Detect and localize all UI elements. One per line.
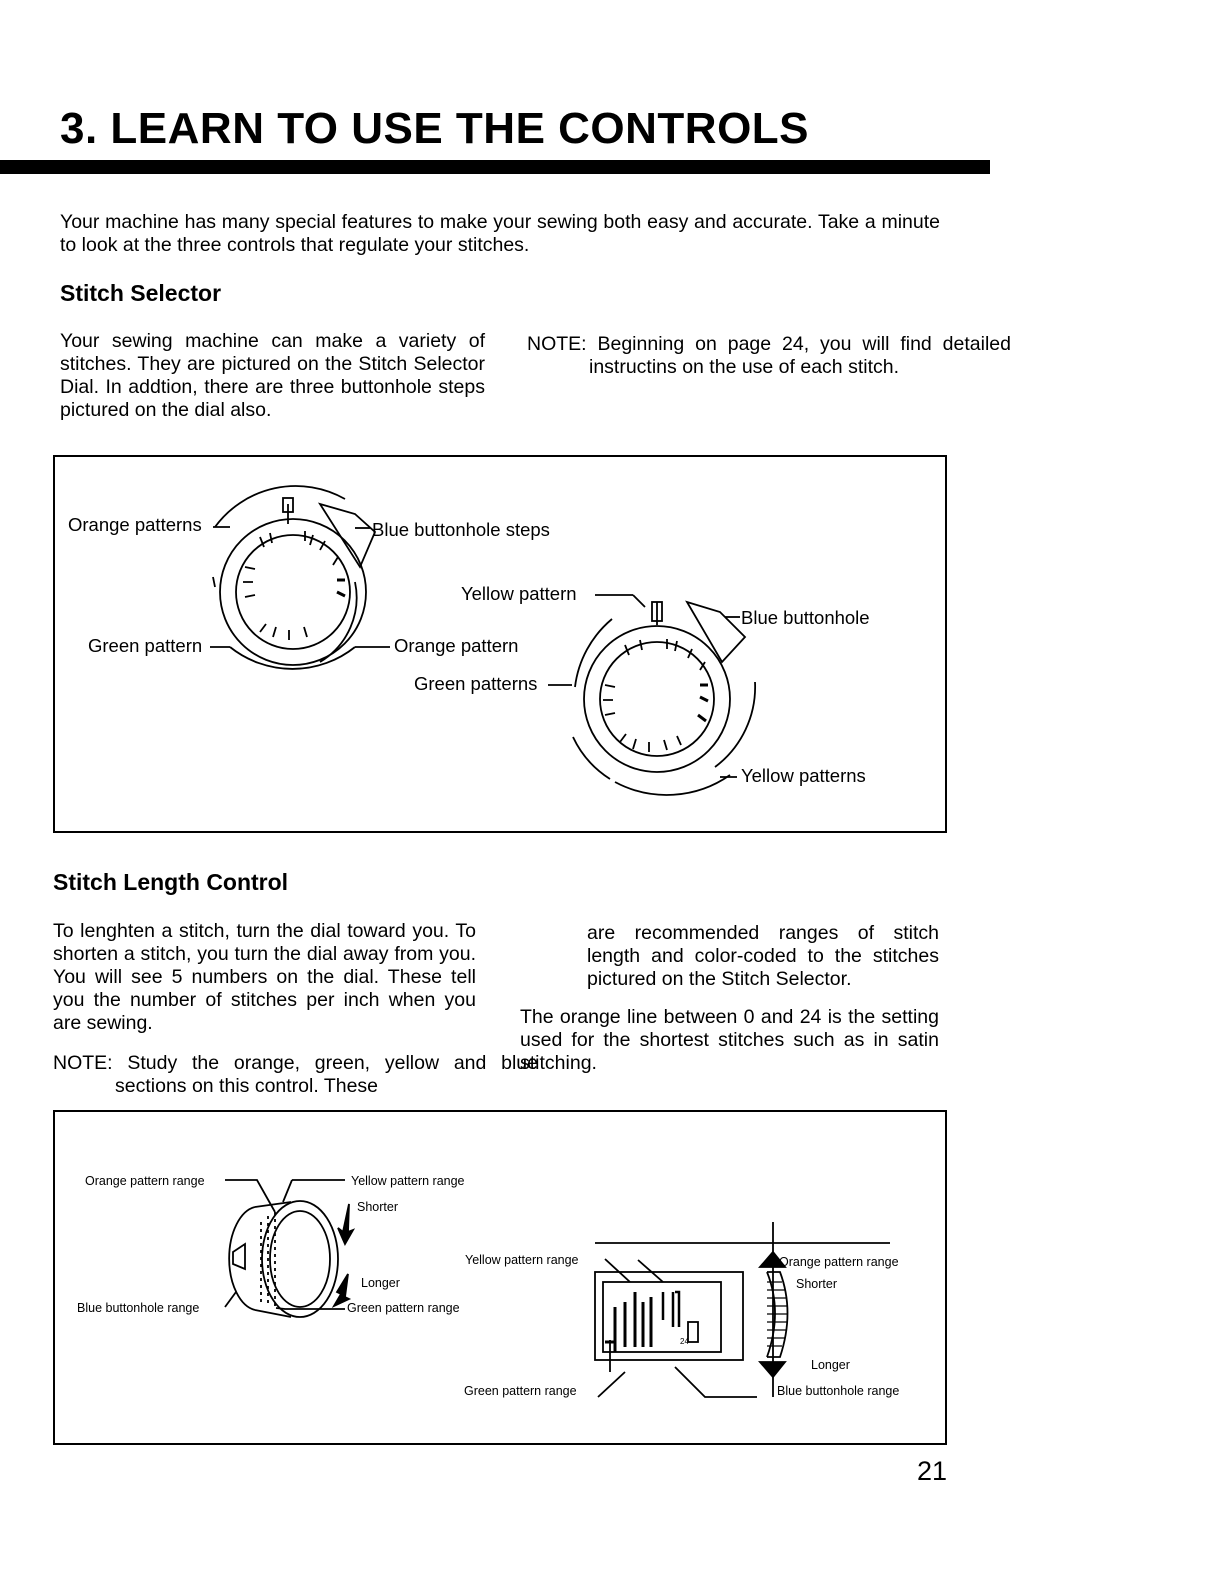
label-orange-pattern: Orange pattern bbox=[394, 635, 519, 656]
label-blue-buttonhole: Blue buttonhole bbox=[741, 607, 870, 628]
left-label-blue-range: Blue buttonhole range bbox=[77, 1301, 200, 1315]
label-yellow-patterns: Yellow patterns bbox=[741, 765, 866, 786]
left-label-longer: Longer bbox=[361, 1276, 400, 1290]
stitch-length-note: NOTE: Study the orange, green, yellow and blue sections on this control. These bbox=[53, 1052, 538, 1097]
right-label-blue-range: Blue buttonhole range bbox=[777, 1384, 900, 1398]
dial-number: 24 bbox=[680, 1337, 689, 1346]
right-label-orange-range: Orange pattern range bbox=[779, 1255, 899, 1269]
left-label-yellow-range: Yellow pattern range bbox=[351, 1174, 465, 1188]
stitch-length-orange-line-text: The orange line between 0 and 24 is the setting used for the shortest stitches such as in satin stitching. bbox=[520, 1006, 939, 1074]
intro-paragraph: Your machine has many special features to make your sewing both easy and accurate. Take a minute to look at the three controls that regulate your stitches. bbox=[60, 211, 940, 256]
page-number: 21 bbox=[917, 1456, 948, 1486]
label-blue-buttonhole-steps: Blue buttonhole steps bbox=[372, 519, 550, 540]
label-orange-patterns: Orange patterns bbox=[68, 514, 202, 535]
label-green-patterns: Green patterns bbox=[414, 673, 538, 694]
right-label-yellow-range: Yellow pattern range bbox=[465, 1253, 579, 1267]
right-label-green-range: Green pattern range bbox=[464, 1384, 577, 1398]
stitch-selector-figure bbox=[53, 455, 947, 833]
stitch-length-figure bbox=[53, 1110, 947, 1445]
stitch-length-heading: Stitch Length Control bbox=[53, 869, 289, 895]
title-rule bbox=[0, 160, 990, 174]
stitch-length-body: To lenghten a stitch, turn the dial toward you. To shorten a stitch, you turn the dial away from you. You will see 5 numbers on the dial. These tell you the number of stitches per inch when you are sewing. bbox=[53, 920, 476, 1034]
stitch-length-note-continued: are recommended ranges of stitch length and color-coded to the stitches pictured on the Stitch Selector. bbox=[587, 922, 939, 990]
stitch-selector-body: Your sewing machine can make a variety of stitches. They are pictured on the Stitch Selector Dial. In addtion, there are three buttonhole steps pictured on the dial also. bbox=[60, 330, 485, 421]
label-green-pattern: Green pattern bbox=[88, 635, 203, 656]
page-title: 3. LEARN TO USE THE CONTROLS bbox=[60, 104, 810, 153]
left-label-orange-range: Orange pattern range bbox=[85, 1174, 205, 1188]
label-yellow-pattern: Yellow pattern bbox=[461, 583, 577, 604]
right-label-longer: Longer bbox=[811, 1358, 850, 1372]
stitch-selector-heading: Stitch Selector bbox=[60, 280, 222, 306]
left-label-shorter: Shorter bbox=[357, 1200, 398, 1214]
stitch-selector-note: NOTE: Beginning on page 24, you will find detailed instructins on the use of each stitch. bbox=[527, 333, 1011, 378]
left-label-green-range: Green pattern range bbox=[347, 1301, 460, 1315]
right-label-shorter: Shorter bbox=[796, 1277, 837, 1291]
